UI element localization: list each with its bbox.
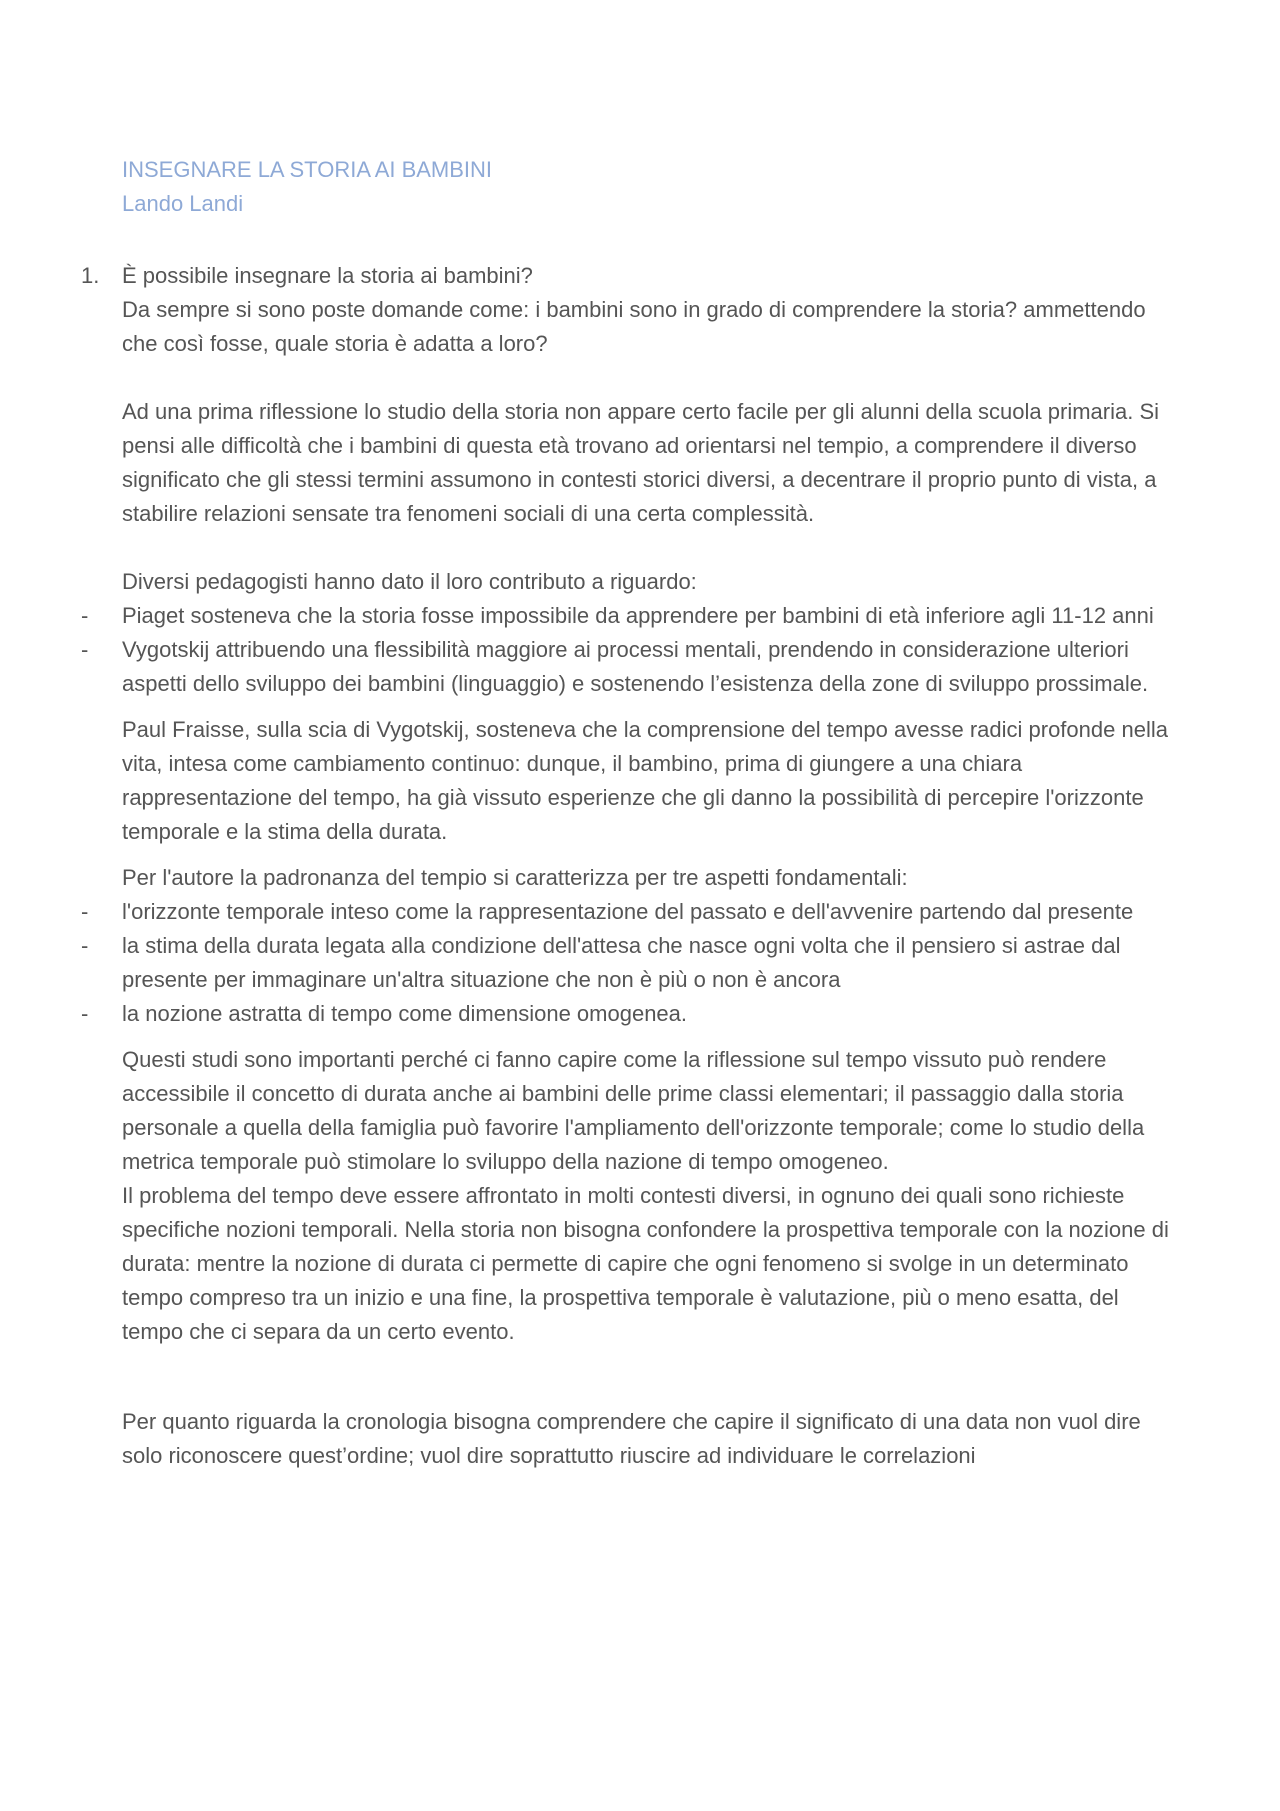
- list-item-text: Vygotskij attribuendo una flessibilità maggiore ai processi mentali, prendendo in considerazione ulteriori aspetti dello sviluppo dei bambini (linguaggio) e sostenendo l’esistenza della zone di sviluppo prossimale.: [122, 637, 1149, 696]
- paragraph: Per l'autore la padronanza del tempio si caratterizza per tre aspetti fondamentali:: [122, 865, 908, 890]
- document-body: [81, 153, 1172, 1473]
- list-item-text: la stima della durata legata alla condizione dell'attesa che nasce ogni volta che il pensiero si astrae dal presente per immaginare un'altra situazione che non è più o non è ancora: [122, 933, 1121, 992]
- list-item: [81, 929, 1172, 997]
- paragraph: Diversi pedagogisti hanno dato il loro contributo a riguardo:: [122, 569, 697, 594]
- paragraph: Paul Fraisse, sulla scia di Vygotskij, sosteneva che la comprensione del tempo avesse radici profonde nella vita, intesa come cambiamento continuo: dunque, il bambino, prima di giungere a una chiara rappresentazione del tempo, ha già vissuto esperienze che gli danno la possibilità di percepire l'orizzonte temporale e la stima della durata.: [122, 717, 1168, 844]
- section-question: È possibile insegnare la storia ai bambini?: [122, 263, 533, 288]
- dash-marker: -: [81, 603, 89, 628]
- list-item-text: Piaget sosteneva che la storia fosse impossibile da apprendere per bambini di età inferiore agli 11-12 anni: [122, 603, 1154, 628]
- document-title: INSEGNARE LA STORIA AI BAMBINI: [122, 157, 493, 182]
- list-number-marker: 1.: [81, 263, 100, 288]
- dash-marker: -: [81, 1001, 89, 1026]
- list-item-text: la nozione astratta di tempo come dimensione omogenea.: [122, 1001, 688, 1026]
- list-item: [81, 599, 1172, 633]
- list-item: [81, 895, 1172, 929]
- list-item-text: l'orizzonte temporale inteso come la rappresentazione del passato e dell'avvenire partendo dal presente: [122, 899, 1134, 924]
- section-intro: Da sempre si sono poste domande come: i bambini sono in grado di comprendere la storia? ammettendo che così fosse, quale storia è adatta a loro?: [122, 297, 1146, 356]
- list-item: [81, 997, 1172, 1031]
- paragraph: Per quanto riguarda la cronologia bisogna comprendere che capire il significato di una data non vuol dire solo riconoscere quest’ordine; vuol dire soprattutto riuscire ad individuare le correlazioni: [122, 1409, 1141, 1468]
- dash-marker: -: [81, 899, 89, 924]
- paragraph: Ad una prima riflessione lo studio della storia non appare certo facile per gli alunni della scuola primaria. Si pensi alle difficoltà che i bambini di questa età trovano ad orientarsi nel tempio, a comprendere il diverso significato che gli stessi termini assumono in contesti storici diversi, a decentrare il proprio punto di vista, a stabilire relazioni sensate tra fenomeni sociali di una certa complessità.: [122, 399, 1160, 526]
- dash-marker: -: [81, 637, 89, 662]
- paragraph: Il problema del tempo deve essere affrontato in molti contesti diversi, in ognuno dei quali sono richieste specifiche nozioni temporali. Nella storia non bisogna confondere la prospettiva temporale con la nozione di durata: mentre la nozione di durata ci permette di capire che ogni fenomeno si svolge in un determinato tempo compreso tra un inizio e una fine, la prospettiva temporale è valutazione, più o meno esatta, del tempo che ci separa da un certo evento.: [122, 1183, 1169, 1344]
- list-item: [81, 633, 1172, 701]
- paragraph: Questi studi sono importanti perché ci fanno capire come la riflessione sul tempo vissuto può rendere accessibile il concetto di durata anche ai bambini delle prime classi elementari; il passaggio dalla storia personale a quella della famiglia può favorire l'ampliamento dell'orizzonte temporale; come lo studio della metrica temporale può stimolare lo sviluppo della nazione di tempo omogeneo.: [122, 1047, 1145, 1174]
- section-1: [81, 259, 1172, 1473]
- document-author: Lando Landi: [122, 191, 244, 216]
- dash-marker: -: [81, 933, 89, 958]
